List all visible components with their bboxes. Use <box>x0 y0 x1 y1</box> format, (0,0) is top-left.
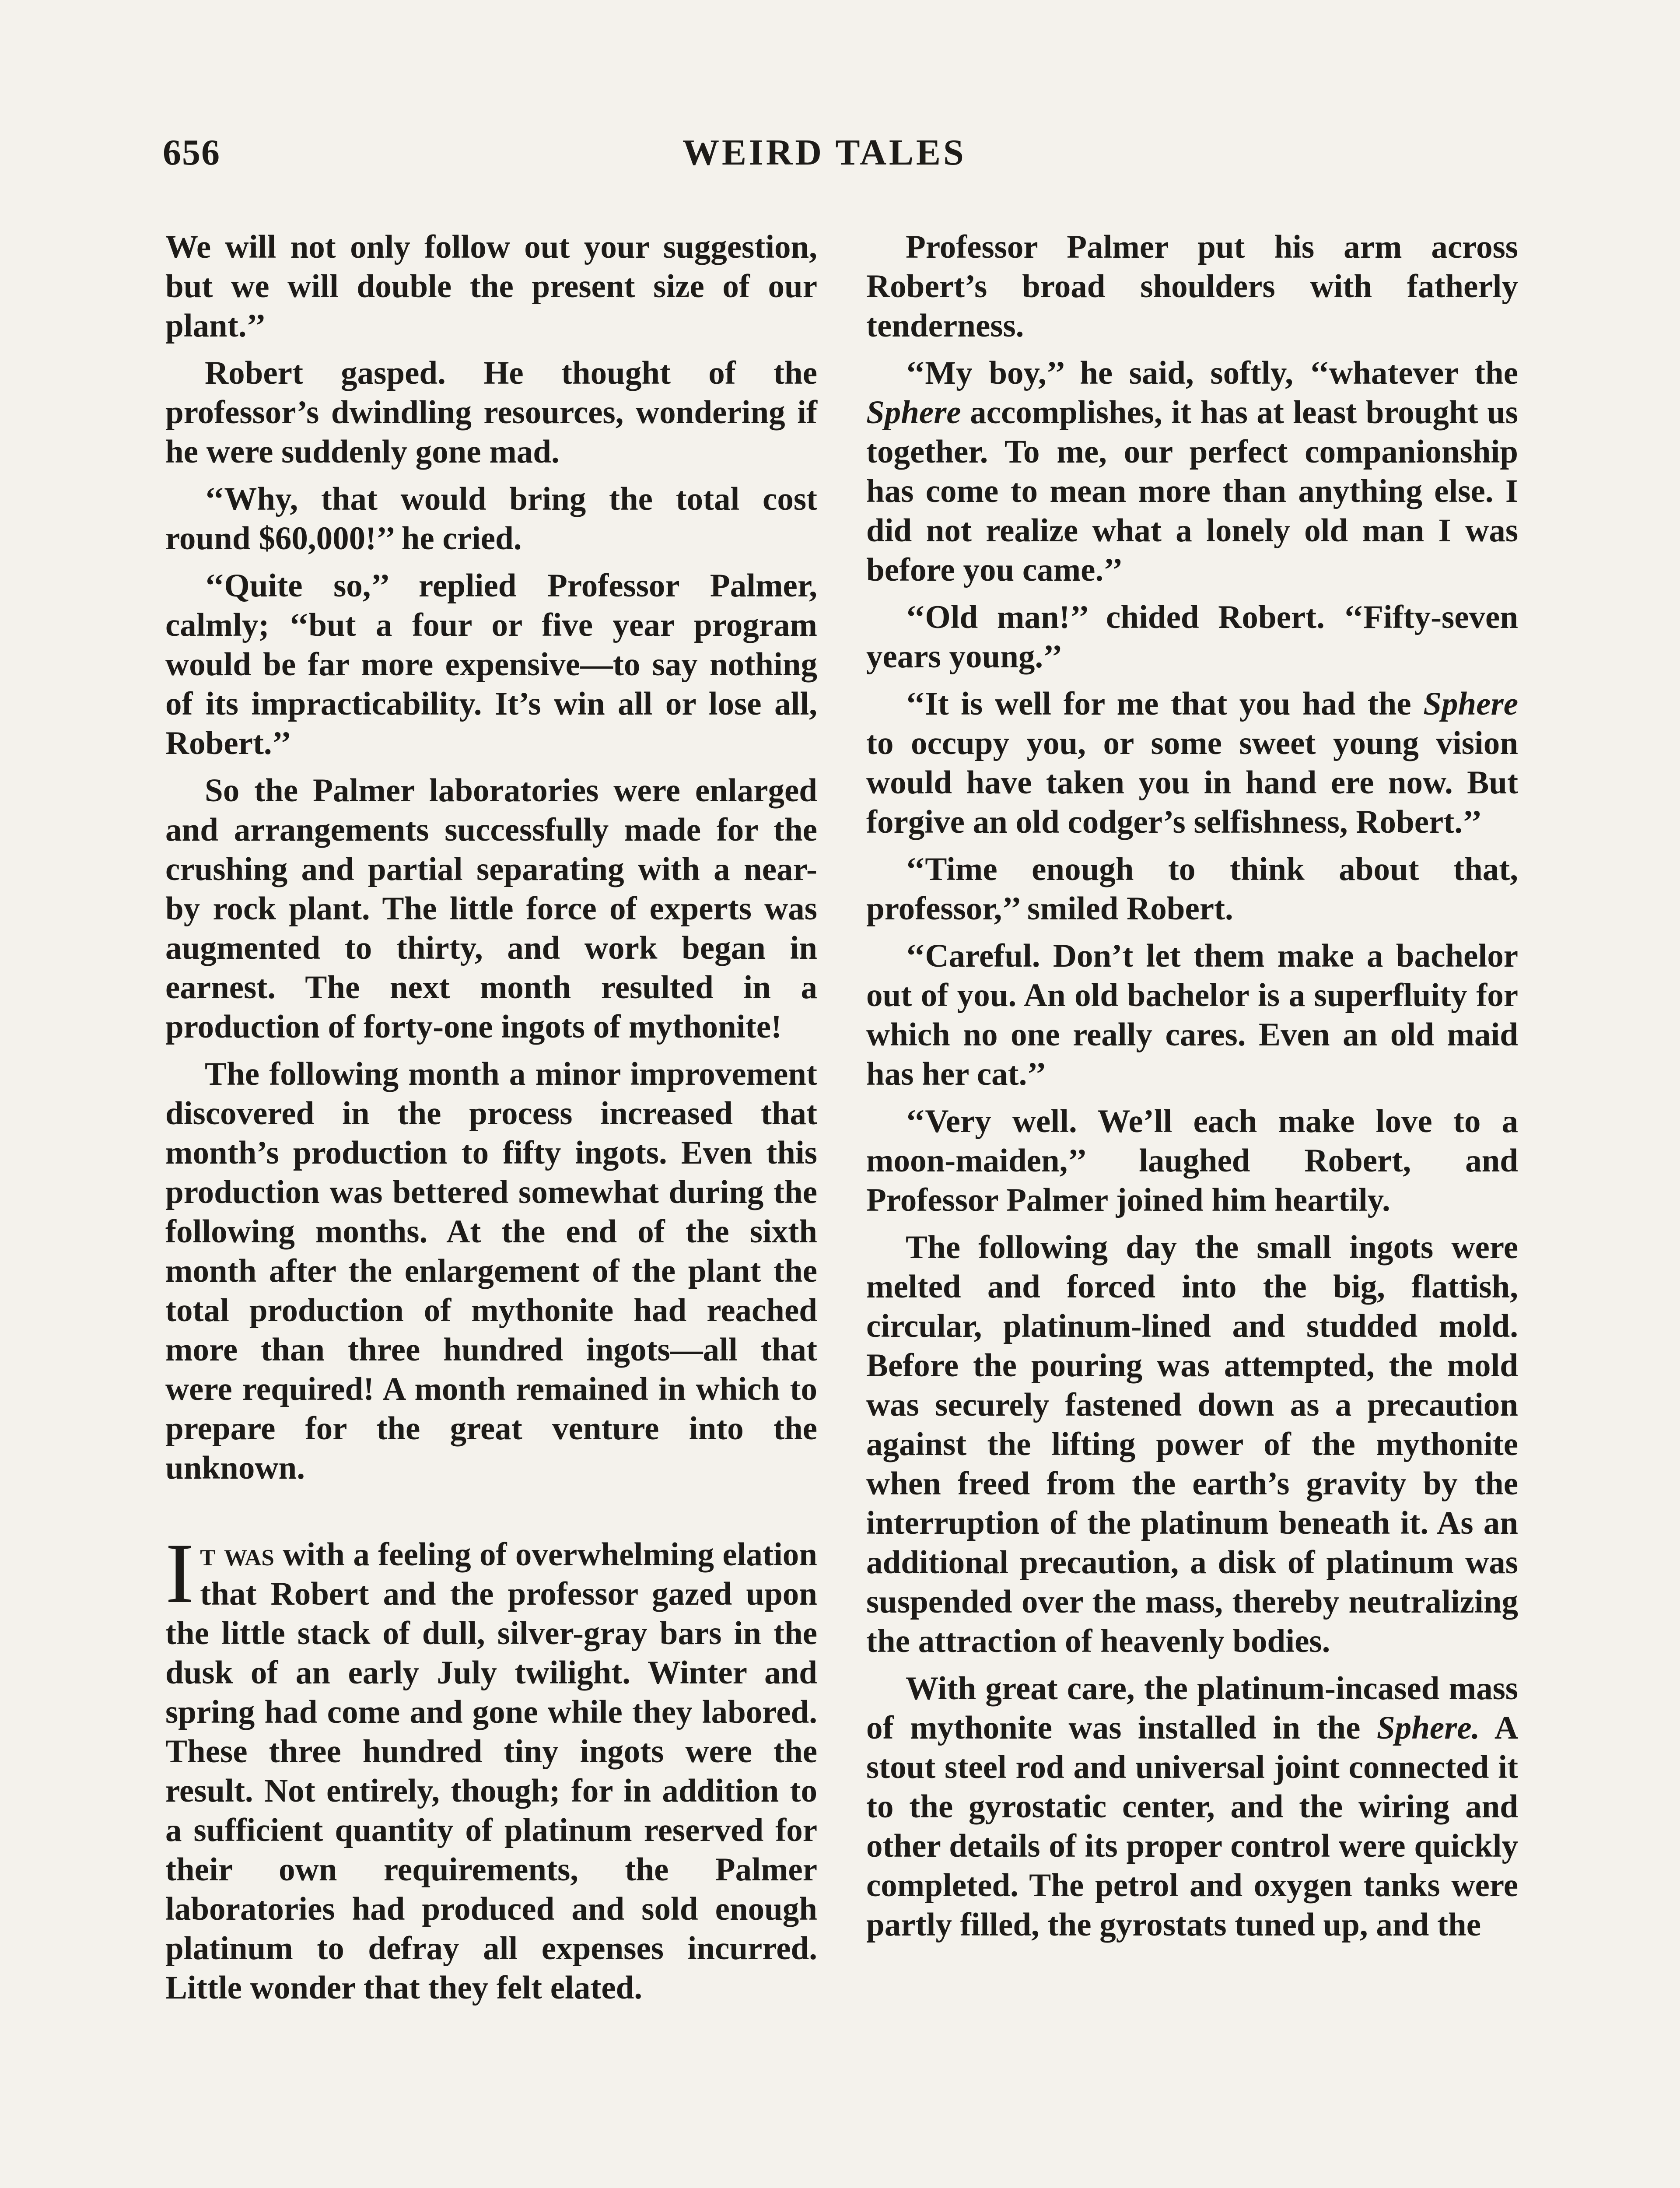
paragraph: ‘‘Why, that would bring the total cost round $60,000!’’ he cried. <box>165 481 817 557</box>
paragraph: Robert gasped. He thought of the professor’s dwindling resources, wondering if he were suddenly gone mad. <box>165 355 817 470</box>
paragraph: So the Palmer laboratories were enlarged and arrangements successfully made for the crushing and partial separating with a near-by rock plant. The little force of experts was augmented to thirty, and work began in earnest. The next month resulted in a production of forty-one ingots of mythonite! <box>165 772 817 1045</box>
italic-title: Sphere <box>866 394 961 431</box>
paragraph: ‘‘Quite so,’’ replied Professor Palmer, calmly; ‘‘but a four or five year program would be far more expensive—to say nothing of its impracticability. It’s win all or lose all, Robert.’’ <box>165 568 817 761</box>
paragraph-text: to occupy you, or some sweet young vision would have taken you in hand ere now. But forgive an old codger’s selfishness, Robert.’’ <box>866 725 1518 840</box>
paragraph: ‘‘Time enough to think about that, professor,’’ smiled Robert. <box>866 851 1518 927</box>
paragraph <box>866 1669 1518 1945</box>
paragraph: ‘‘Careful. Don’t let them make a bachelor out of you. An old bachelor is a superfluity for which no one really cares. Even an old maid has her cat.’’ <box>866 938 1518 1092</box>
paragraph: Professor Palmer put his arm across Robert’s broad shoulders with fatherly tenderness. <box>866 229 1518 344</box>
paragraph: We will not only follow out your suggestion, but we will double the present size of our plant.’’ <box>165 229 817 344</box>
page-number: 656 <box>163 132 220 173</box>
paragraph-text: A stout steel rod and universal joint connected it to the gyrostatic center, and the wiring and other details of its proper control were quickly completed. The petrol and oxygen tanks were partly filled, the gyrostats tuned up, and the <box>866 1710 1518 1943</box>
small-caps-lead: t was <box>200 1536 274 1573</box>
paragraph: The following month a minor improvement discovered in the process increased that month’s production to fifty ingots. Even this production was bettered somewhat during the following months. At the end of the sixth month after the enlargement of the plant the total production of mythonite had reached more than three hundred ingots—all that were required! A month remained in which to prepare for the great venture into the unknown. <box>165 1056 817 1486</box>
italic-title: Sphere. <box>1376 1710 1480 1746</box>
paragraph <box>866 684 1518 842</box>
right-column <box>866 228 1518 1953</box>
section-opening-paragraph <box>165 1526 817 2008</box>
paragraph: ‘‘Very well. We’ll each make love to a moon-maiden,’’ laughed Robert, and Professor Palmer joined him heartily. <box>866 1103 1518 1218</box>
paragraph-text: accomplishes, it has at least brought us together. To me, our perfect companionship has come to mean more than anything else. I did not realize what a lonely old man I was before you came.’’ <box>866 394 1518 588</box>
paragraph-text: ‘‘My boy,’’ he said, softly, ‘‘whatever the <box>906 355 1518 391</box>
italic-title: Sphere <box>1423 686 1518 722</box>
drop-cap: I <box>165 1526 194 1621</box>
paragraph <box>866 354 1518 590</box>
paragraph-text: with a feeling of overwhelming elation that Robert and the professor gazed upon the little stack of dull, silver-gray bars in the dusk of an early July twilight. Winter and spring had come and gone while they labored. These three hundred tiny ingots were the result. Not entirely, though; for in addition to a sufficient quantity of platinum reserved for their own requirements, the Palmer laboratories had produced and sold enough platinum to defray all expenses incurred. Little wonder that they felt elated. <box>165 1536 817 2006</box>
paragraph-text: With great care, the platinum-incased mass of mythonite was installed in the <box>866 1670 1518 1746</box>
paragraph: ‘‘Old man!’’ chided Robert. ‘‘Fifty-seven years young.’’ <box>866 599 1518 675</box>
paragraph: The following day the small ingots were melted and forced into the big, flattish, circular, platinum-lined and studded mold. Before the pouring was attempted, the mold was securely fastened down as a precaution against the lifting power of the mythonite when freed from the earth’s gravity by the interruption of the platinum beneath it. As an additional precaution, a disk of platinum was suspended over the mass, thereby neutralizing the attraction of heavenly bodies. <box>866 1229 1518 1659</box>
paragraph-text: ‘‘It is well for me that you had the <box>906 686 1424 722</box>
left-column <box>165 228 817 2016</box>
running-title: WEIRD TALES <box>682 132 966 173</box>
